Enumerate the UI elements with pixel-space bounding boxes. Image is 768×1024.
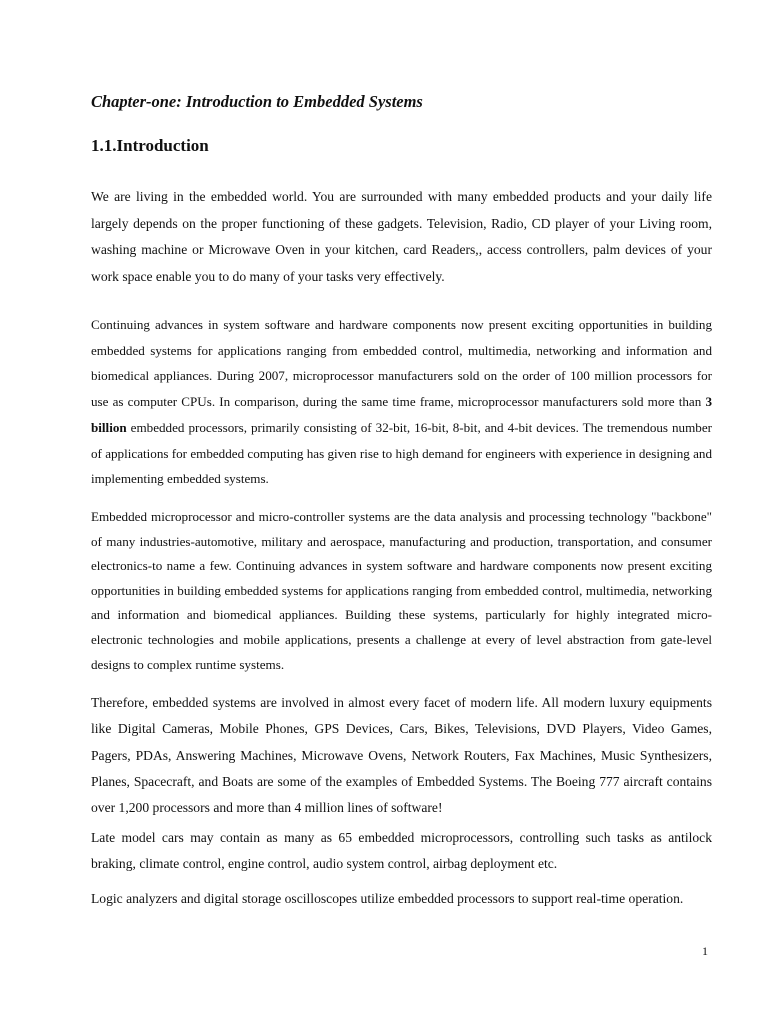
chapter-title: Chapter-one: Introduction to Embedded Systems [91, 92, 423, 111]
section-title: 1.1.Introduction [91, 136, 209, 155]
paragraph-2 [91, 312, 712, 492]
paragraph-3: Embedded microprocessor and micro-controller systems are the data analysis and processing technology "backbone" of many industries-automotive, military and aerospace, manufacturing and production, transportation, and consumer electronics-to name a few. Continuing advances in system software and hardware components now present exciting opportunities in building embedded systems for applications ranging from embedded control, multimedia, networking and information and biomedical appliances. Building these systems, particularly for highly integrated micro-electronic technologies and mobile applications, presents a challenge at every of level abstraction from gate-level designs to complex runtime systems. [91, 509, 712, 672]
paragraph-1: We are living in the embedded world. You are surrounded with many embedded products and your daily life largely depends on the proper functioning of these gadgets. Television, Radio, CD player of your Living room, washing machine or Microwave Oven in your kitchen, card Readers,, access controllers, palm devices of your work space enable you to do many of your tasks very effectively. [91, 189, 712, 285]
paragraph-6: Logic analyzers and digital storage oscilloscopes utilize embedded processors to support real-time operation. [91, 891, 684, 906]
page-number: 1 [702, 944, 708, 958]
paragraph-2-bold-figure: 3 billion [91, 394, 712, 435]
paragraph-2-text-start: Continuing advances in system software and hardware components now present exciting opportunities in building embedded systems for applications ranging from embedded control, multimedia, networking and information and biomedical appliances. During 2007, microprocessor manufacturers sold on the order of 100 million processors for use as computer CPUs. In comparison, during the same time frame, microprocessor manufacturers sold more than [91, 317, 712, 410]
paragraph-5: Late model cars may contain as many as 65 embedded microprocessors, controlling such tasks as antilock braking, climate control, engine control, audio system control, airbag deployment etc. [91, 830, 712, 871]
paragraph-2-text-end: embedded processors, primarily consisting of 32-bit, 16-bit, 8-bit, and 4-bit devices. The tremendous number of applications for embedded computing has given rise to high demand for engineers with experience in designing and implementing embedded systems. [91, 419, 712, 487]
paragraph-4: Therefore, embedded systems are involved in almost every facet of modern life. All modern luxury equipments like Digital Cameras, Mobile Phones, GPS Devices, Cars, Bikes, Televisions, DVD Players, Video Games, Pagers, PDAs, Answering Machines, Microwave Ovens, Network Routers, Fax Machines, Music Synthesizers, Planes, Spacecraft, and Boats are some of the examples of Embedded Systems. The Boeing 777 aircraft contains over 1,200 processors and more than 4 million lines of software! [91, 695, 712, 816]
